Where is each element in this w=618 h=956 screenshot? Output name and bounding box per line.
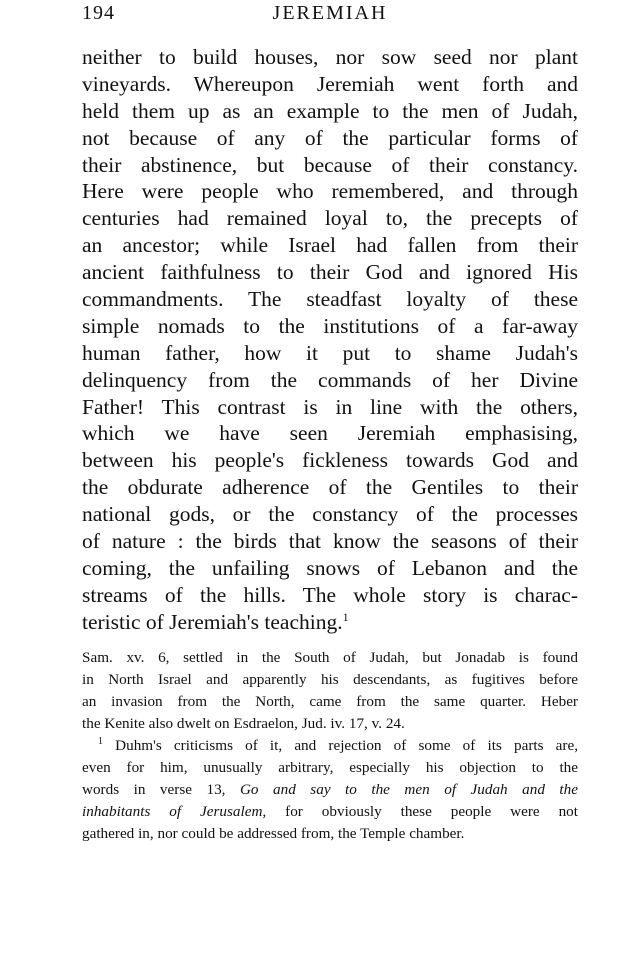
text-line: their abstinence, but because of their constancy. [82, 152, 578, 177]
footnote-reference: 1 [342, 609, 349, 624]
text-line: simple nomads to the institutions of a far-away [82, 313, 578, 338]
footnote-1-line: even for him, unusually arbitrary, especially his objection to the [82, 759, 578, 776]
footnote-1-line [82, 779, 578, 801]
page-number: 194 [82, 2, 115, 24]
text-line: held them up as an example to the men of Judah, [82, 98, 578, 123]
text-line: centuries had remained loyal to, the precepts of [82, 206, 578, 231]
text-line: vineyards. Whereupon Jeremiah went forth and [82, 71, 578, 96]
text-line: ancient faithfulness to their God and ignored His [82, 260, 578, 285]
text-line: the obdurate adherence of the Gentiles to their [82, 475, 578, 500]
text-line: Father! This contrast is in line with the others, [82, 394, 578, 419]
footnote-line: the Kenite also dwelt on Esdraelon, Jud. iv. 17, v. 24. [82, 715, 405, 732]
text-line: of nature : the birds that know the seasons of their [82, 529, 578, 554]
footnote-1-line [82, 735, 578, 757]
text-line: human father, how it put to shame Judah's [82, 340, 578, 365]
footnote-1-text: Duhm's criticisms of it, and rejection of some of its parts are, [115, 737, 578, 754]
footnote-line: Sam. xv. 6, settled in the South of Judah, but Jonadab is found [82, 649, 578, 666]
text-line: delinquency from the commands of her Divine [82, 367, 578, 392]
footnote-1-text: words in verse 13, [82, 781, 226, 798]
footnote-marker: 1 [98, 735, 103, 747]
footnote-1-quote: inhabitants of Jerusalem, [82, 803, 267, 820]
footnote-1-quote: Go and say to the men of Judah and the [239, 781, 578, 798]
text-line: neither to build houses, nor sow seed nor plant [82, 45, 578, 69]
text-line: national gods, or the constancy of the processes [82, 502, 578, 527]
footnote-line: in North Israel and apparently his descendants, as fugitives before [82, 671, 578, 688]
text-line: Here were people who remembered, and through [82, 179, 578, 204]
text-line: which we have seen Jeremiah emphasising, [82, 421, 578, 446]
text-line: an ancestor; while Israel had fallen from their [82, 233, 578, 258]
footnote-1-line [82, 801, 578, 823]
text-line: coming, the unfailing snows of Lebanon and the [82, 555, 578, 580]
main-text [82, 44, 578, 636]
text-line: streams of the hills. The whole story is charac- [82, 582, 578, 607]
footnote-line: an invasion from the North, came from the same quarter. Heber [82, 693, 578, 710]
footnotes [82, 647, 578, 845]
footnote-1-text: for obviously these people were not [285, 803, 578, 820]
text-line-last [82, 609, 578, 636]
page-header [82, 2, 578, 28]
footnote-1-line: gathered in, nor could be addressed from, the Temple chamber. [82, 825, 465, 842]
text-line: between his people's fickleness towards God and [82, 448, 578, 473]
last-line-text: teristic of Jeremiah's teaching. [82, 609, 343, 634]
text-line: commandments. The steadfast loyalty of these [82, 287, 578, 312]
running-head: JEREMIAH [272, 2, 388, 24]
text-line: not because of any of the particular forms of [82, 125, 578, 150]
